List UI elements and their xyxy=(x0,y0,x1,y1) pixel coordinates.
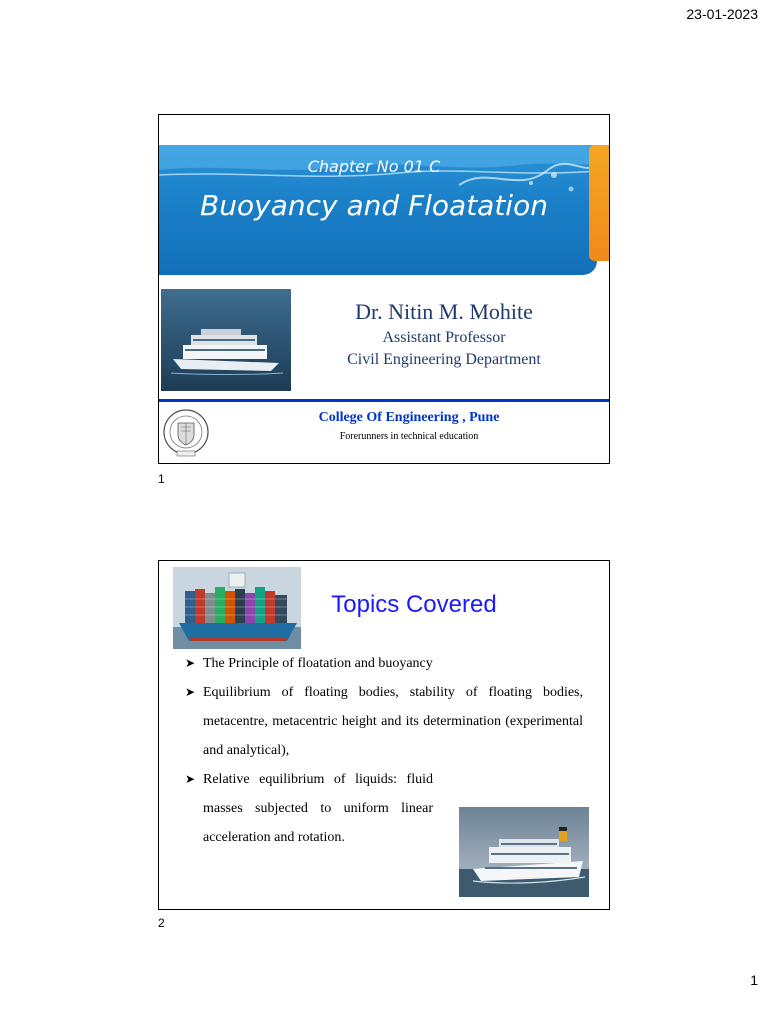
college-tagline: Forerunners in technical education xyxy=(339,431,479,442)
slide-title: Buoyancy and Floatation xyxy=(200,189,548,222)
author-name: Dr. Nitin M. Mohite xyxy=(355,299,533,324)
container-ship-image xyxy=(173,567,301,649)
arrow-right-icon: ➤ xyxy=(185,685,196,699)
page-number: 1 xyxy=(750,972,758,988)
orange-accent-tab xyxy=(589,145,610,261)
college-name: College Of Engineering , Pune xyxy=(318,410,500,425)
divider-line xyxy=(159,399,610,402)
document-date: 23-01-2023 xyxy=(686,6,758,22)
cruise-ship-image xyxy=(459,807,589,897)
list-item: ➤ Relative equilibrium of liquids: fluid masses subjected to uniform linear acceleration and rotation. xyxy=(185,765,583,852)
slide-1 xyxy=(158,114,610,464)
cruise-ship-image xyxy=(161,289,291,391)
author-role: Assistant Professor xyxy=(382,329,506,346)
slide-2 xyxy=(158,560,610,910)
chapter-label: Chapter No 01 C xyxy=(307,157,441,176)
slide-title: Topics Covered xyxy=(331,591,497,618)
slide-number-1: 1 xyxy=(158,472,165,486)
slide-number-2: 2 xyxy=(158,916,165,930)
author-department: Civil Engineering Department xyxy=(347,351,541,368)
college-seal-logo xyxy=(161,405,211,459)
arrow-right-icon: ➤ xyxy=(185,772,196,786)
list-item: ➤ The Principle of floatation and buoyancy xyxy=(185,649,583,678)
arrow-right-icon: ➤ xyxy=(185,656,196,670)
list-item: ➤ Equilibrium of floating bodies, stability of floating bodies, metacentre, metacentric height and its determination (experimental and analytical), xyxy=(185,678,583,765)
